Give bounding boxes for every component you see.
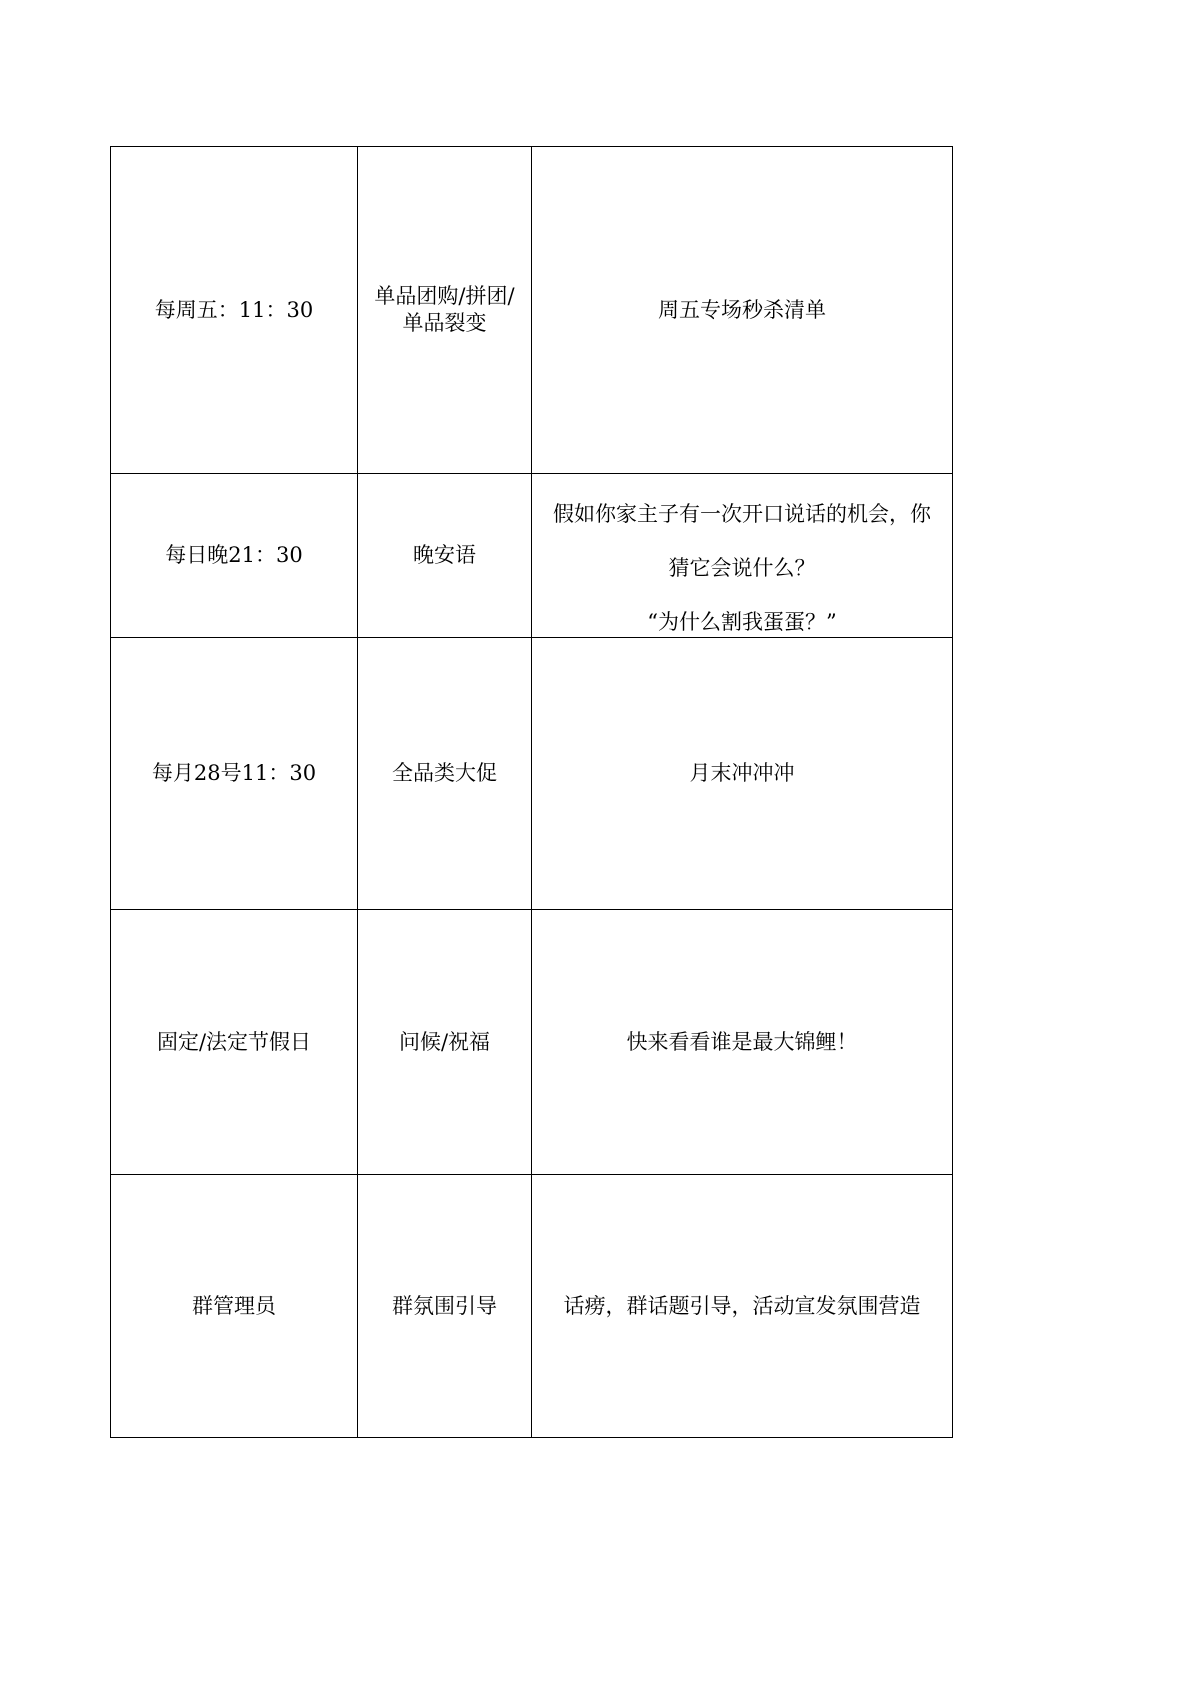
type-cell: 晚安语 bbox=[358, 474, 532, 638]
message-line: 猜它会说什么？ bbox=[668, 556, 816, 580]
time-cell: 固定/法定节假日 bbox=[111, 910, 358, 1175]
time-cell: 每日晚21：30 bbox=[111, 474, 358, 638]
message-line: 假如你家主子有一次开口说话的机会，你 bbox=[553, 502, 931, 526]
type-cell: 问候/祝福 bbox=[358, 910, 532, 1175]
schedule-table bbox=[110, 146, 953, 1438]
message-line: “为什么割我蛋蛋？” bbox=[647, 610, 837, 634]
table-row bbox=[111, 910, 953, 1175]
content-cell: 周五专场秒杀清单 bbox=[532, 147, 953, 474]
content-cell: 话痨，群话题引导，活动宣发氛围营造 bbox=[532, 1175, 953, 1438]
goodnight-message bbox=[536, 474, 948, 638]
type-cell: 全品类大促 bbox=[358, 638, 532, 910]
table-row bbox=[111, 147, 953, 474]
table-row bbox=[111, 638, 953, 910]
time-cell: 每周五：11：30 bbox=[111, 147, 358, 474]
content-cell bbox=[532, 474, 953, 638]
type-cell: 单品团购/拼团/ 单品裂变 bbox=[358, 147, 532, 474]
content-cell: 月末冲冲冲 bbox=[532, 638, 953, 910]
content-cell: 快来看看谁是最大锦鲤！ bbox=[532, 910, 953, 1175]
time-cell: 群管理员 bbox=[111, 1175, 358, 1438]
type-cell: 群氛围引导 bbox=[358, 1175, 532, 1438]
table-row bbox=[111, 1175, 953, 1438]
table-row bbox=[111, 474, 953, 638]
time-cell: 每月28号11：30 bbox=[111, 638, 358, 910]
